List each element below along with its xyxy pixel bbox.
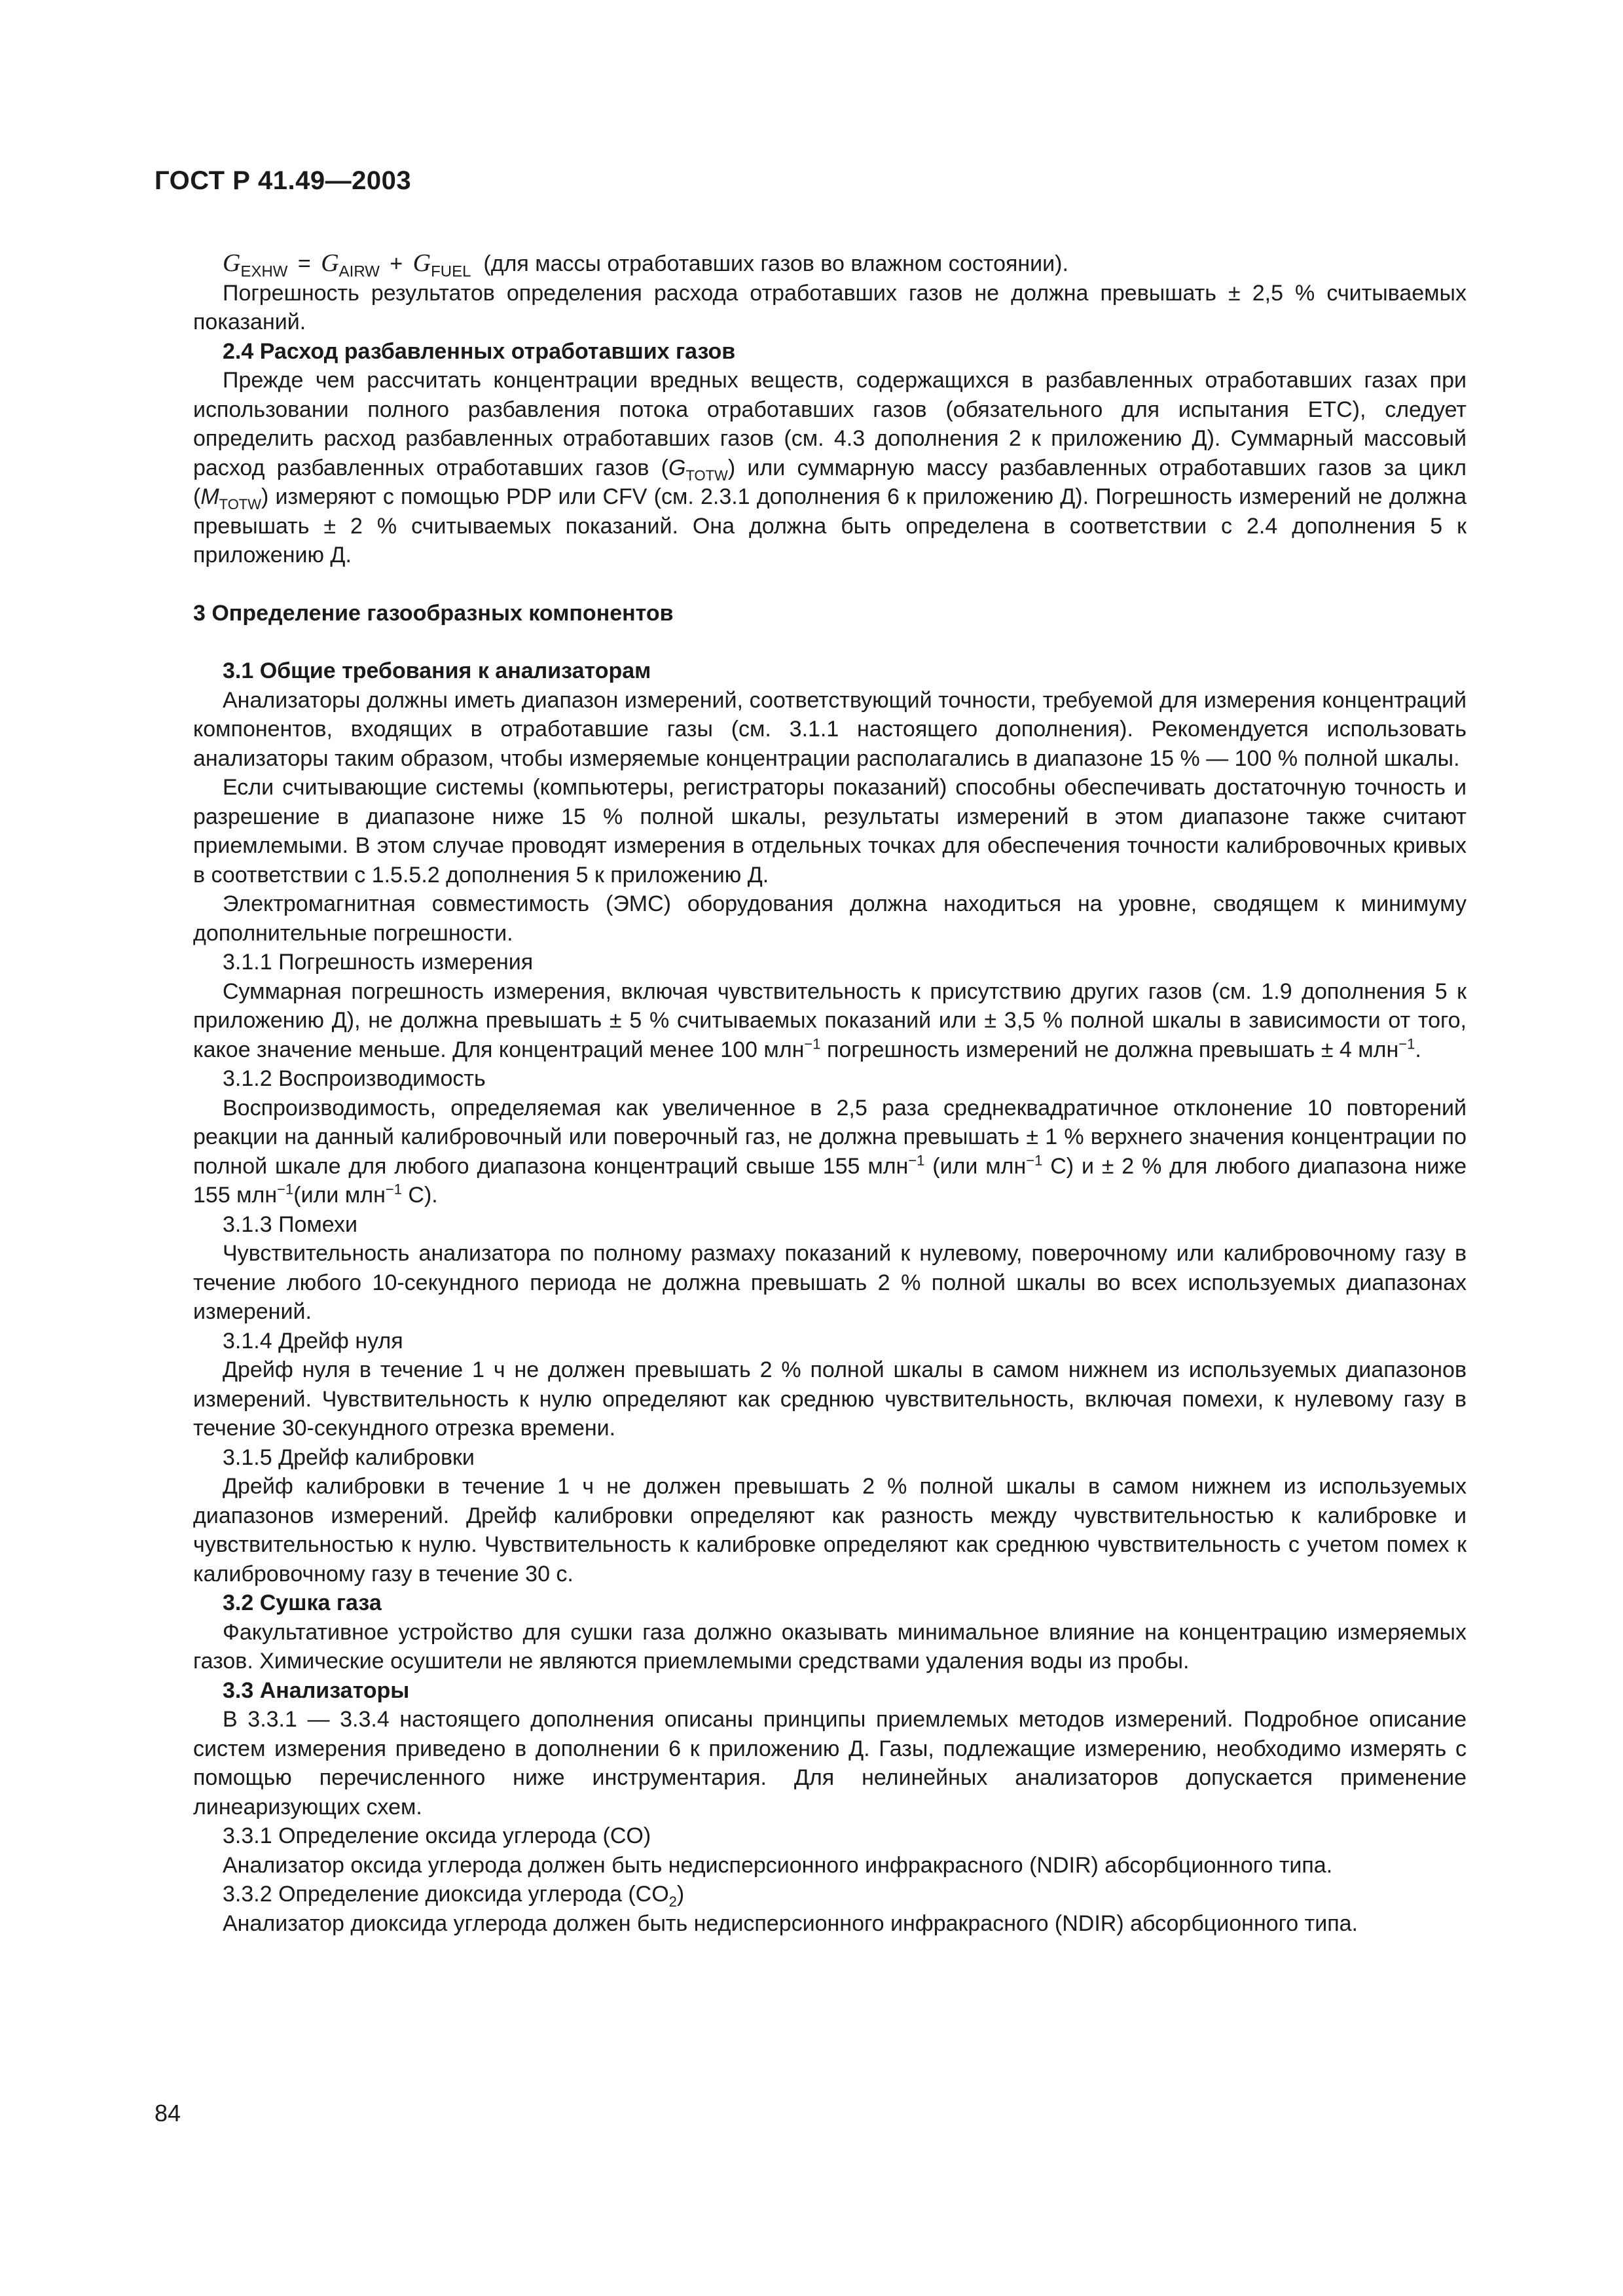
heading-3-1: 3.1 Общие требования к анализаторам [223,658,651,683]
formula-term-air: $G_{AIRW}$ [321,249,380,281]
paragraph-3-3-1: Анализатор оксида углерода должен быть недисперсионного инфракрасного (NDIR) абсорбционного типа. [223,1852,1333,1878]
paragraph-3-1-5: Дрейф калибровки в течение 1 ч не должен превышать 2 % полной шкалы в самом нижнем из используемых диапазонов измерений. Дрейф калибровки определяют как разность между чувствительностью к калибровке и чувствительностью к нулю. Чувствительность к калибровке определяют как среднюю чувствительность с учетом помех к калибровочному газу в течение 30 с. [193,1474,1467,1587]
heading-3-1-4: 3.1.4 Дрейф нуля [223,1328,403,1354]
heading-3-3-2: 3.3.2 Определение диоксида углерода $(CO_2)$ [223,1882,685,1910]
paragraph-3-1-c: Электромагнитная совместимость (ЭМС) оборудования должна находиться на уровне, сводящем к минимуму дополнительные погрешности. [193,891,1467,946]
page-number: 84 [155,2100,181,2126]
heading-3-1-1: 3.1.1 Погрешность измерения [223,950,534,975]
paragraph-3-3: В 3.3.1 — 3.3.4 настоящего дополнения описаны принципы приемлемых методов измерений. Подробное описание систем измерения приведено в дополнении 6 к приложению Д. Газы, подлежащие измерению, необходимо измерять с помощью перечисленного ниже инструментария. Для нелинейных анализаторов допускается применение линеаризующих схем. [193,1707,1467,1820]
heading-3: 3 Определение газообразных компонентов [193,600,674,626]
heading-2-4: 2.4 Расход разбавленных отработавших газов [223,338,736,364]
paragraph-2-4: Прежде чем рассчитать концентрации вредных веществ, содержащихся в разбавленных отработавших газах при использовании полного разбавления потока отработавших газов (обязательного для испытания ETC), следует определить расход разбавленных отработавших газов (см. 4.3 дополнения 2 к приложению Д). Суммарный массовый расход разбавленных отработавших газов $(G_{TOTW})$ или суммарную массу разбавленных отработавших газов за цикл $(M_{TOTW})$ измеряют с помощью PDP или CFV (см. 2.3.1 дополнения 6 к приложению Д). Погрешность измерений не должна превышать ± 2 % считываемых показаний. Она должна быть определена в соответствии с 2.4 дополнения 5 к приложению Д. [193,368,1467,567]
document-header: ГОСТ Р 41.49—2003 [155,166,412,195]
paragraph-3-1-a: Анализаторы должны иметь диапазон измерений, соответствующий точности, требуемой для измерения концентраций компонентов, входящих в отработавшие газы (см. 3.1.1 настоящего дополнения). Рекомендуется использовать анализаторы таким образом, чтобы измеряемые концентрации располагались в диапазоне 15 % — 100 % полной шкалы. [193,687,1467,771]
paragraph-3-1-4: Дрейф нуля в течение 1 ч не должен превышать 2 % полной шкалы в самом нижнем из используемых диапазонов измерений. Чувствительность к нулю определяют как среднюю чувствительность, включая помехи, к нулевому газу в течение 30-секундного отрезка времени. [193,1357,1467,1441]
formula-plus: + [390,251,403,276]
heading-3-3: 3.3 Анализаторы [223,1677,410,1703]
paragraph-3-1-3: Чувствительность анализатора по полному размаху показаний к нулевому, поверочному или калибровочному газу в течение любого 10-секундного периода не должна превышать 2 % полной шкалы во всех используемых диапазонах измерений. [193,1241,1467,1324]
heading-3-3-1: 3.3.1 Определение оксида углерода (CO) [223,1823,651,1848]
formula-lhs: $G_{EXHW}$ [223,249,288,281]
paragraph-3-1-b: Если считывающие системы (компьютеры, регистраторы показаний) способны обеспечивать достаточную точность и разрешение в диапазоне ниже 15 % полной шкалы, результаты измерений в этом диапазоне также считают приемлемыми. В этом случае проводят измерения в отдельных точках для обеспечения точности калибровочных кривых в соответствии с 1.5.5.2 дополнения 5 к приложению Д. [193,775,1467,888]
heading-3-1-2: 3.1.2 Воспроизводимость [223,1066,486,1091]
heading-3-1-3: 3.1.3 Помехи [223,1211,357,1237]
paragraph-3-3-2: Анализатор диоксида углерода должен быть недисперсионного инфракрасного (NDIR) абсорбционного типа. [223,1910,1358,1936]
paragraph-error: Погрешность результатов определения расхода отработавших газов не должна превышать ± 2,5 % считываемых показаний. [193,280,1467,334]
paragraph-3-1-2: Воспроизводимость, определяемая как увеличенное в 2,5 раза среднеквадратичное отклонение 10 повторений реакции на данный калибровочный или поверочный газ, не должна превышать ± 1 % верхнего значения концентрации по полной шкале для любого диапазона концентраций свыше 155 млн$^{-1}$ (или млн$^{-1}$ С) и ± 2 % для любого диапазона ниже 155 млн$^{-1}$(или млн$^{-1}$ С). [193,1095,1467,1208]
formula-term-fuel: $G_{FUEL}$ [412,249,471,281]
document-body [193,249,1467,1938]
paragraph-3-2: Факультативное устройство для сушки газа должно оказывать минимальное влияние на концентрацию измеряемых газов. Химические осушители не являются приемлемыми средствами удаления воды из пробы. [193,1619,1467,1674]
heading-3-1-5: 3.1.5 Дрейф калибровки [223,1444,475,1470]
formula-equals: = [297,251,311,276]
formula-exhaust-mass [193,249,1467,279]
heading-3-2: 3.2 Сушка газа [223,1590,382,1615]
formula-note: (для массы отработавших газов во влажном состоянии). [483,251,1068,276]
paragraph-3-1-1: Суммарная погрешность измерения, включая чувствительность к присутствию других газов (см. 1.9 дополнения 5 к приложению Д), не должна превышать ± 5 % считываемых показаний или ± 3,5 % полной шкалы в зависимости от того, какое значение меньше. Для концентраций менее 100 млн$^{-1}$ погрешность измерений не должна превышать ± 4 млн$^{-1}$. [193,978,1467,1062]
